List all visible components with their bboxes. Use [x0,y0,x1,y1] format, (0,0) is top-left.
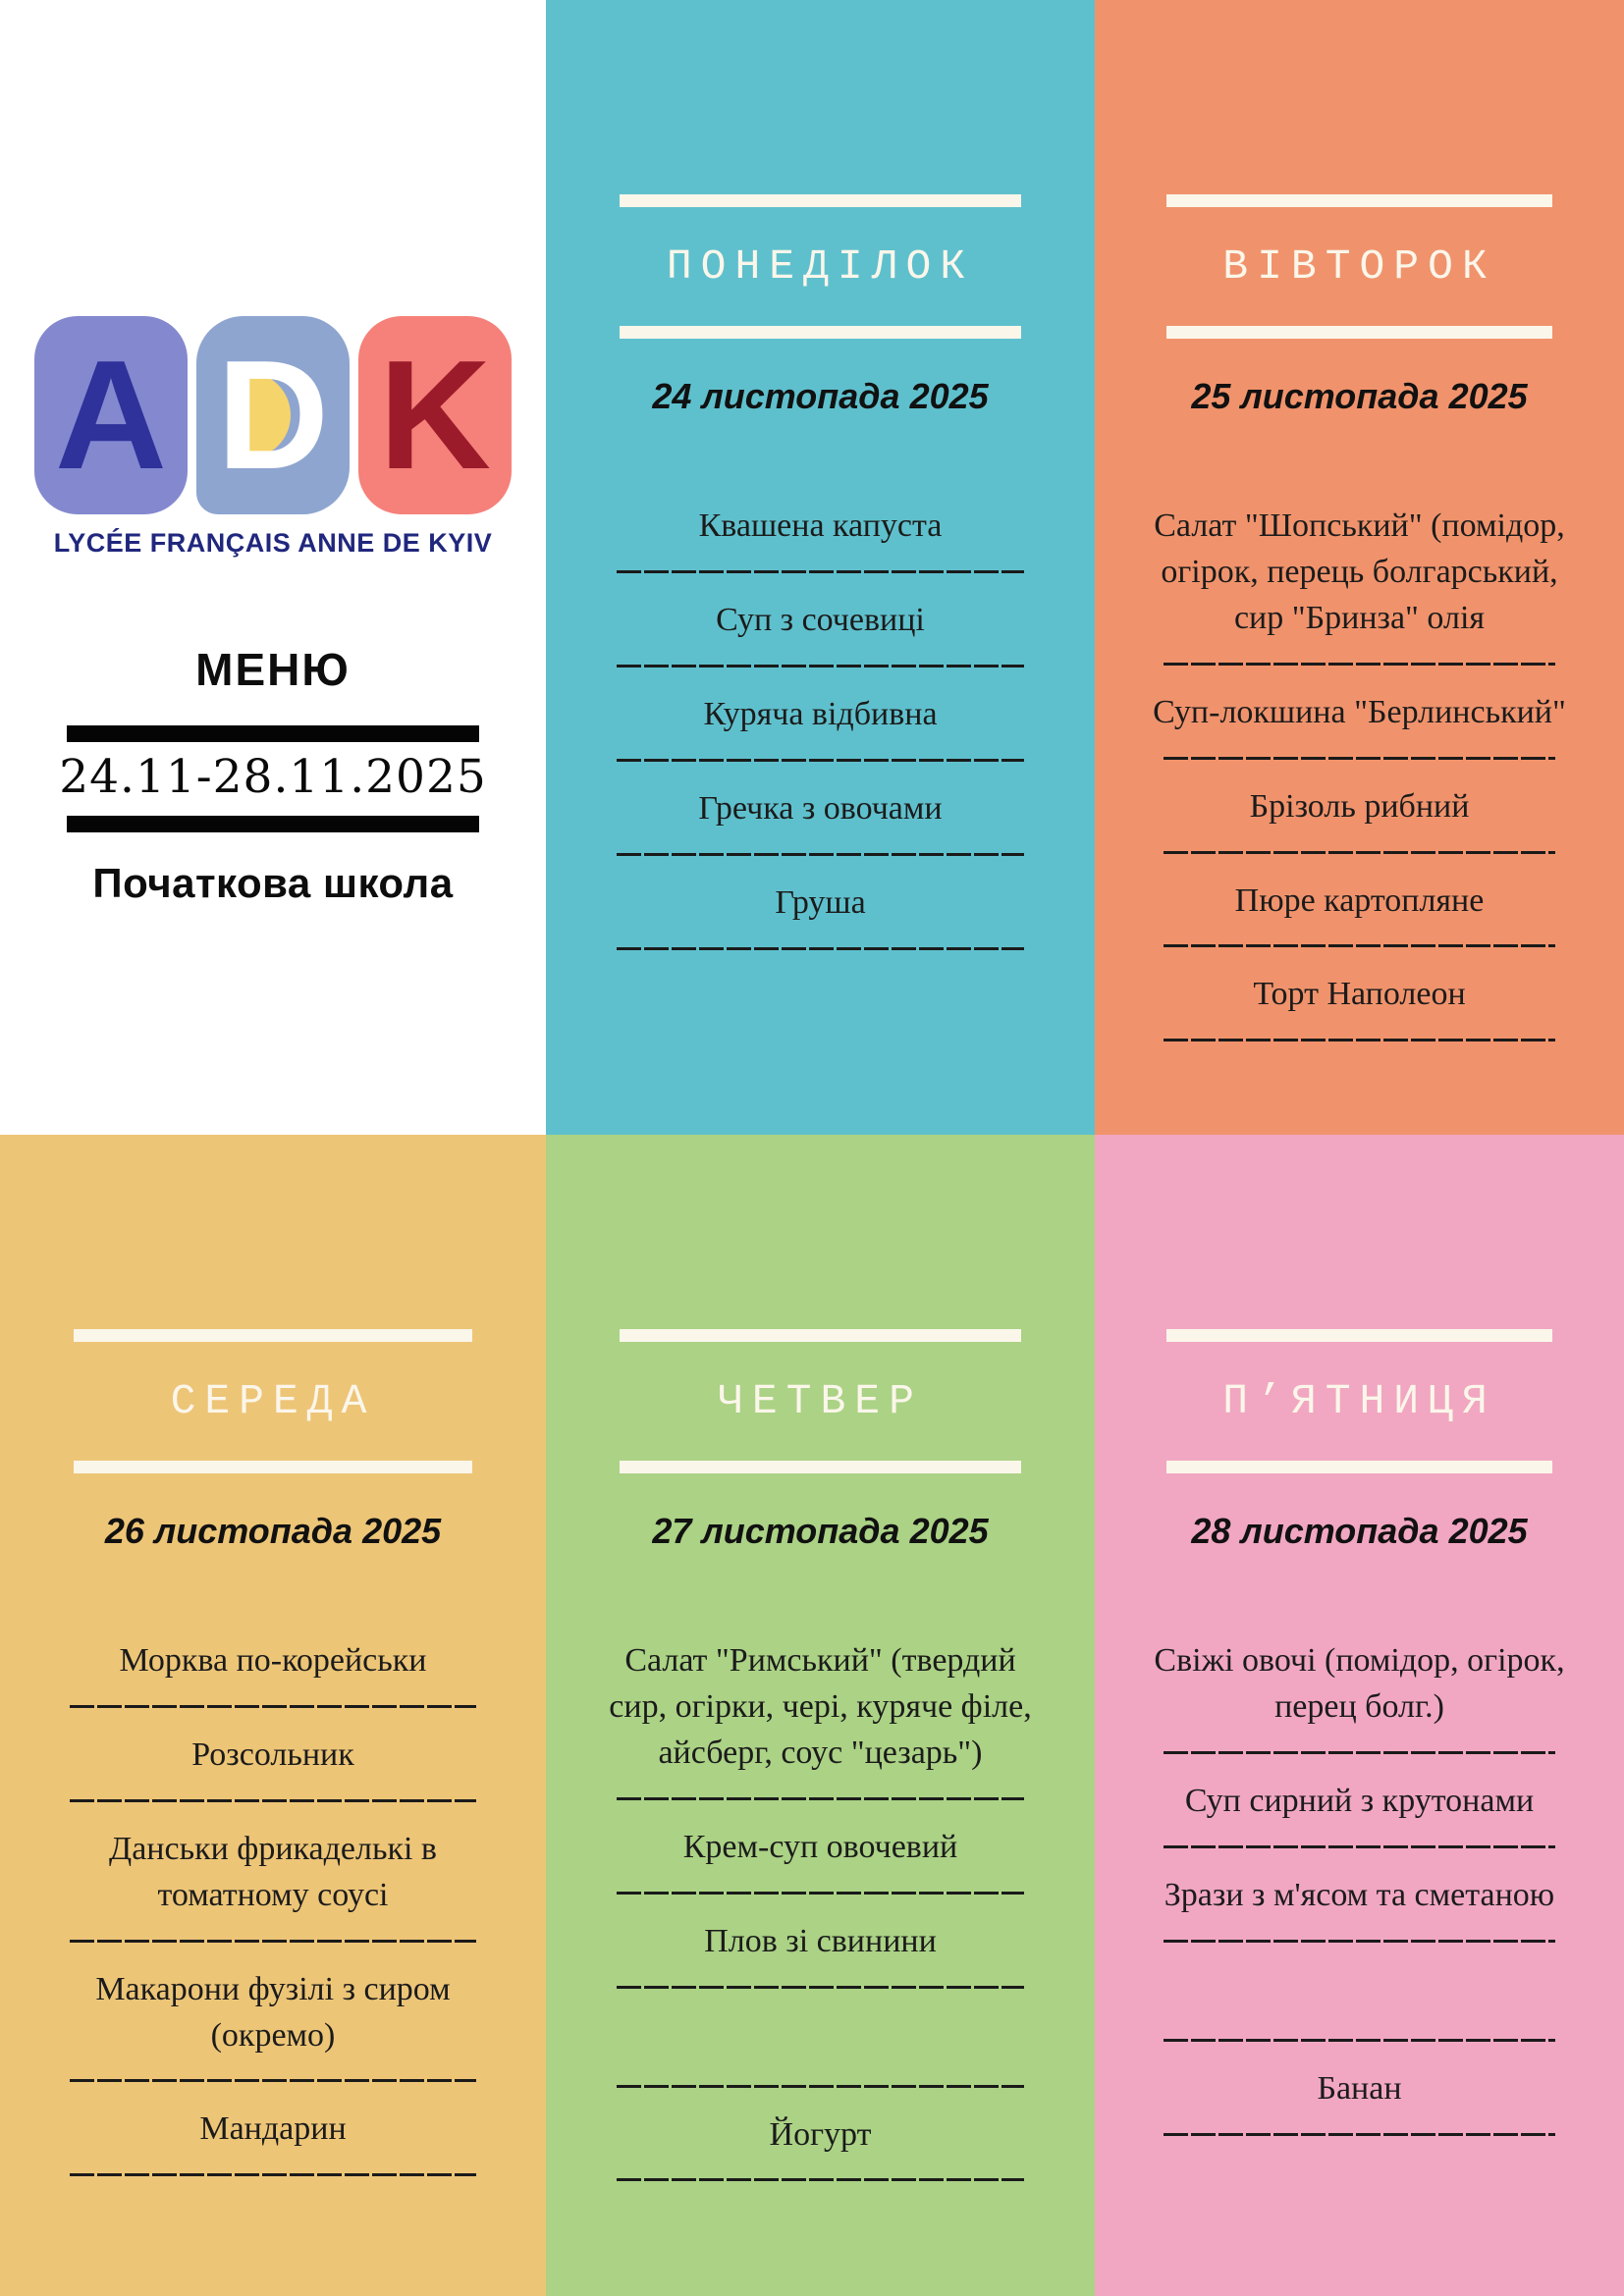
menu-item: Свіжі овочі (помідор, огірок, перец болг.) [1154,1642,1565,1725]
menu-item: Торт Наполеон [1253,976,1466,1013]
day-panel [546,1135,1095,2296]
day-title-rule-bottom [1166,326,1552,339]
day-panel [0,1135,546,2296]
logo-letter-a-tile [34,316,188,514]
menu-item: Куряча відбивна [703,695,938,732]
separator-line [70,1940,475,1943]
week-date-range: 24.11-28.11.2025 [59,750,487,804]
separator-line [1164,757,1555,760]
separator-line [70,1705,475,1708]
day-title-rule-bottom [1166,1461,1552,1473]
menu-item: Розсольник [191,1735,354,1773]
page-title: МЕНЮ [195,644,351,695]
separator-line [617,853,1025,856]
day-title-rule-top [1166,194,1552,207]
menu-list [1095,1552,1624,2161]
menu-item: Крем-суп овочевий [682,1828,958,1865]
menu-item: Суп сирний з крутонами [1184,1782,1535,1819]
separator-line [617,947,1025,950]
menu-item: Гречка з овочами [698,789,943,827]
menu-item: Банан [1317,2069,1402,2107]
menu-item: Суп з сочевиці [716,601,925,638]
menu-item: Салат "Римський" (твердий сир, огірки, чері, куряче філе, айсберг, соус "цезарь") [609,1642,1032,1771]
menu-item: Йогурт [769,2115,872,2153]
separator-line [70,2079,475,2082]
separator-line [1164,663,1555,666]
logo-letter-k: K [378,329,492,502]
menu-list [1095,417,1624,1066]
day-date: 26 листопада 2025 [104,1511,442,1551]
menu-list [546,1552,1095,2206]
day-title: ПОНЕДІЛОК [666,242,975,291]
day-date: 27 листопада 2025 [652,1511,989,1551]
menu-item: Суп-локшина "Берлинський" [1153,693,1566,730]
separator-line [1164,851,1555,854]
day-title-rule-top [74,1329,472,1342]
separator-line [617,1986,1025,1989]
separator-line [1164,1039,1555,1041]
day-title: СЕРЕДА [170,1377,376,1425]
day-panel [1095,1135,1624,2296]
day-panel [546,0,1095,1135]
separator-line [1164,1940,1555,1943]
separator-line [617,2178,1025,2181]
day-title-rule-bottom [620,326,1020,339]
separator-line [617,1797,1025,1800]
day-title: ВІВТОРОК [1222,242,1496,291]
day-title-rule-top [620,194,1020,207]
day-title-rule-bottom [74,1461,472,1473]
menu-list [0,1552,546,2201]
adk-logo [34,316,512,514]
day-date: 25 листопада 2025 [1191,376,1528,416]
separator-line [617,2085,1025,2088]
day-date: 28 листопада 2025 [1191,1511,1528,1551]
separator-line [617,759,1025,762]
menu-item: Морква по-корейськи [119,1642,427,1679]
menu-item: Плов зі свинини [704,1922,937,1959]
separator-line [617,1892,1025,1895]
logo-letter-k-tile [358,316,512,514]
logo-letter-a: A [54,329,168,502]
menu-item: Мандарин [199,2110,347,2148]
separator-line [1164,1751,1555,1754]
menu-item: Зрази з м'ясом та сметаною [1164,1876,1555,1913]
menu-list [546,417,1095,975]
school-level-subtitle: Початкова школа [92,860,454,906]
separator-line [617,570,1025,573]
logo-letter-d: D [216,329,330,502]
separator-line [70,2173,475,2176]
day-title: ЧЕТВЕР [718,1377,923,1425]
separator-line [1164,2039,1555,2042]
day-panel [1095,0,1624,1135]
separator-line [70,1799,475,1802]
divider-bar-bottom [67,816,479,832]
menu-item: Данськи фрикаделькі в томатному соусі [109,1830,437,1913]
separator-line [1164,2133,1555,2136]
day-title-rule-bottom [620,1461,1020,1473]
logo-caption: LYCÉE FRANÇAIS ANNE DE KYIV [53,528,493,558]
separator-line [617,665,1025,667]
day-title-rule-top [620,1329,1020,1342]
logo-letter-d-tile [196,316,350,514]
menu-item: Салат "Шопський" (помідор, огірок, перець болгарський, сир "Бринза" олія [1154,507,1565,636]
separator-line [1164,944,1555,947]
divider-bar-top [67,725,479,742]
info-panel [0,0,546,1135]
separator-line [1164,1845,1555,1848]
menu-item: Пюре картопляне [1234,881,1485,919]
menu-item: Брізоль рибний [1249,787,1470,825]
menu-item: Груша [775,883,866,921]
day-date: 24 листопада 2025 [652,376,989,416]
menu-item: Квашена капуста [698,507,943,544]
day-title-rule-top [1166,1329,1552,1342]
day-title: П’ЯТНИЦЯ [1222,1377,1496,1425]
menu-item: Макарони фузілі з сиром (окремо) [95,1970,451,2054]
